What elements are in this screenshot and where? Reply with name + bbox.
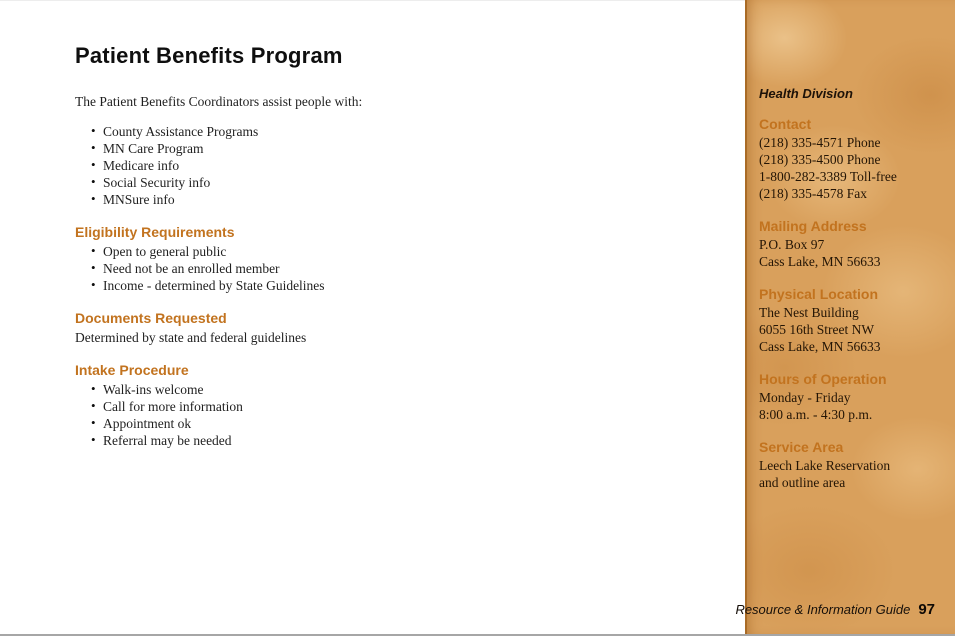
contact-line: (218) 335-4578 Fax (759, 186, 867, 201)
section-heading: Intake Procedure (75, 362, 189, 378)
list-item: • MNSure info (75, 191, 715, 208)
service-area-line: Leech Lake Reservation (759, 458, 891, 473)
address-line: Cass Lake, MN 56633 (759, 254, 881, 269)
assist-list (75, 123, 715, 208)
list-item: • Appointment ok (75, 415, 715, 432)
service-area-line: and outline area (759, 475, 846, 490)
hours-line: Monday - Friday (759, 390, 851, 405)
list-item: • MN Care Program (75, 140, 715, 157)
guide-title: Resource & Information Guide (735, 602, 911, 617)
section-heading: Documents Requested (75, 310, 227, 326)
sidebar-lines (759, 236, 945, 270)
list-item: • County Assistance Programs (75, 123, 715, 140)
sidebar (735, 0, 955, 634)
page-footer (735, 601, 935, 618)
sidebar-section-hours (759, 371, 945, 423)
list-item: • Open to general public (75, 243, 715, 260)
list-item: • Social Security info (75, 174, 715, 191)
sidebar-heading: Mailing Address (759, 218, 867, 234)
contact-line: (218) 335-4500 Phone (759, 152, 881, 167)
section-heading: Eligibility Requirements (75, 224, 235, 240)
sidebar-lines (759, 134, 945, 202)
list-item: • Walk-ins welcome (75, 381, 715, 398)
sidebar-lines (759, 457, 945, 491)
section-documents-requested (75, 310, 715, 346)
section-text: Determined by state and federal guidelines (75, 330, 307, 345)
address-line: P.O. Box 97 (759, 237, 825, 252)
location-line: Cass Lake, MN 56633 (759, 339, 881, 354)
section-intake-procedure (75, 362, 715, 449)
intro-text: The Patient Benefits Coordinators assist people with: (75, 94, 363, 109)
section-eligibility-requirements (75, 224, 715, 294)
location-line: The Nest Building (759, 305, 859, 320)
sidebar-lines (759, 304, 945, 355)
sidebar-heading: Service Area (759, 439, 844, 455)
sidebar-section-mailing-address (759, 218, 945, 270)
intake-list (75, 381, 715, 449)
location-line: 6055 16th Street NW (759, 322, 875, 337)
list-item: • Call for more information (75, 398, 715, 415)
sidebar-heading: Physical Location (759, 286, 879, 302)
page-title: Patient Benefits Program (75, 43, 343, 68)
sidebar-section-service-area (759, 439, 945, 491)
hours-line: 8:00 a.m. - 4:30 p.m. (759, 407, 873, 422)
contact-line: 1-800-282-3389 Toll-free (759, 169, 897, 184)
contact-line: (218) 335-4571 Phone (759, 135, 881, 150)
page-number: 97 (918, 601, 935, 618)
list-item: • Medicare info (75, 157, 715, 174)
eligibility-list (75, 243, 715, 294)
list-item: • Income - determined by State Guidelines (75, 277, 715, 294)
sidebar-lines (759, 389, 945, 423)
list-item: • Referral may be needed (75, 432, 715, 449)
sidebar-heading: Contact (759, 116, 812, 132)
sidebar-heading: Hours of Operation (759, 371, 887, 387)
division-label: Health Division (759, 86, 853, 101)
list-item: • Need not be an enrolled member (75, 260, 715, 277)
sidebar-section-physical-location (759, 286, 945, 355)
sidebar-section-contact (759, 116, 945, 202)
